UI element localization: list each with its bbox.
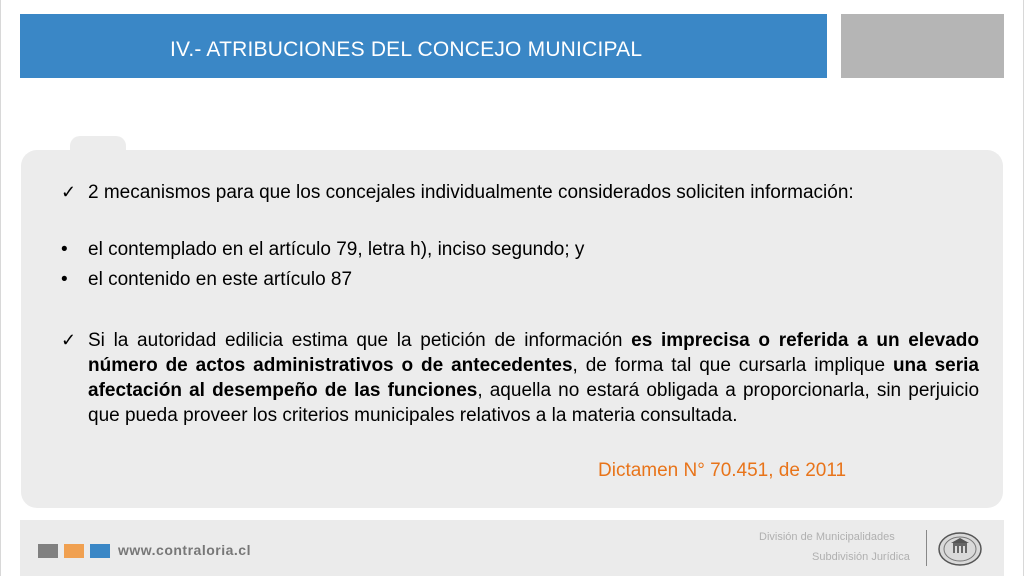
item-text: 2 mecanismos para que los concejales individualmente considerados soliciten información:	[88, 182, 854, 203]
check-icon: ✓	[61, 182, 77, 202]
text-part: Si la autoridad edilicia estima que la petición de información	[88, 330, 632, 351]
text-bold: es imprecisa o referida a un elevado número de actos administrativos o de antecedentes	[88, 330, 979, 376]
contraloria-seal-icon	[937, 531, 983, 567]
footer-separator	[926, 530, 927, 566]
corner-decoration	[841, 14, 1004, 78]
text-bold: una seria afectación al desempeño de las funciones	[88, 355, 979, 401]
slide-border-left	[0, 0, 1, 576]
item-text: el contenido en este artículo 87	[88, 269, 353, 290]
bullet-icon: •	[61, 269, 68, 290]
list-item-article-87	[61, 267, 979, 292]
slide-title: IV.- ATRIBUCIONES DEL CONCEJO MUNICIPAL	[170, 38, 643, 61]
text-part: , de forma tal que cursarla implique	[572, 355, 893, 376]
check-icon: ✓	[61, 330, 77, 350]
footer-square-blue	[90, 544, 110, 558]
citation-dictamen: Dictamen N° 70.451, de 2011	[598, 460, 847, 481]
list-item-article-79	[61, 237, 979, 262]
footer-subdivision: Subdivisión Jurídica	[812, 551, 910, 563]
text-part: , aquella no estará obligada a proporcionarla, sin perjuicio que pueda proveer los criterios municipales relativos a la materia consultada.	[88, 380, 980, 426]
list-item-mechanisms	[61, 180, 979, 205]
item-text: el contemplado en el artículo 79, letra h), inciso segundo; y	[88, 239, 585, 260]
title-bar	[20, 14, 827, 78]
footer-square-gray	[38, 544, 58, 558]
footer-division: División de Municipalidades	[759, 531, 895, 543]
bullet-icon: •	[61, 239, 68, 260]
item-text	[88, 328, 979, 428]
footer-square-orange	[64, 544, 84, 558]
list-item-authority	[61, 328, 980, 428]
footer-url: www.contraloria.cl	[118, 542, 251, 558]
